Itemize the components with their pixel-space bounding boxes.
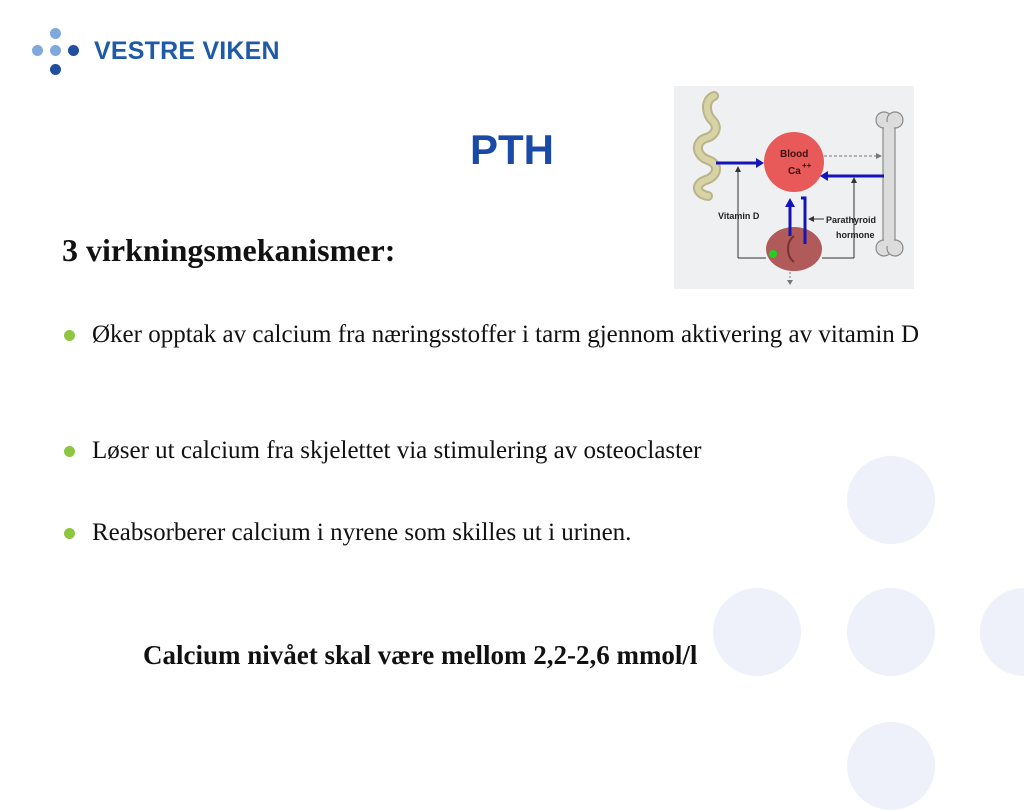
decorative-circle (980, 588, 1024, 676)
slide-title: PTH (470, 126, 554, 173)
bone-icon (876, 112, 903, 256)
logo-dot (50, 64, 61, 75)
parathyroid-label: Parathyroid (826, 215, 877, 225)
decorative-circle (847, 588, 935, 676)
bullet-text: Reabsorberer calcium i nyrene som skilles ut i urinen. (92, 519, 632, 546)
vestre-viken-logo (28, 28, 298, 82)
calcium-range-note: Calcium nivået skal være mellom 2,2-2,6 mmol/l (143, 640, 698, 670)
blood-label: Blood (780, 149, 809, 160)
logo-dots-icon (28, 28, 84, 82)
subheading: 3 virkningsmekanismer: (62, 232, 396, 268)
parathyroid-dot (769, 250, 777, 258)
bullet-dot-icon (64, 528, 75, 539)
bullet-dot-icon (64, 330, 75, 341)
hormone-label: hormone (836, 230, 875, 240)
pth-diagram-svg (674, 86, 914, 289)
kidney-icon (766, 227, 822, 271)
decorative-circle (713, 588, 801, 676)
blood-calcium-circle (764, 132, 824, 192)
logo-dot (68, 45, 79, 56)
bullet-item (62, 434, 992, 468)
decorative-circle (847, 722, 935, 810)
logo-dot (32, 45, 43, 56)
logo-text: VESTRE VIKEN (94, 37, 280, 65)
pth-calcium-diagram (674, 86, 914, 289)
logo-dot (50, 28, 61, 39)
bullet-text: Løser ut calcium fra skjelettet via stimulering av osteoclaster (92, 437, 702, 464)
bullet-dot-icon (64, 446, 75, 457)
logo-dot (50, 45, 61, 56)
bullet-text: Øker opptak av calcium fra næringsstoffer i tarm gjennom aktivering av vitamin D (92, 321, 920, 348)
bullet-item (62, 516, 992, 550)
ca-superscript: ++ (802, 161, 812, 170)
ca-label: Ca (788, 166, 801, 177)
vitamin-d-label: Vitamin D (718, 211, 760, 221)
bullet-item (62, 318, 992, 352)
